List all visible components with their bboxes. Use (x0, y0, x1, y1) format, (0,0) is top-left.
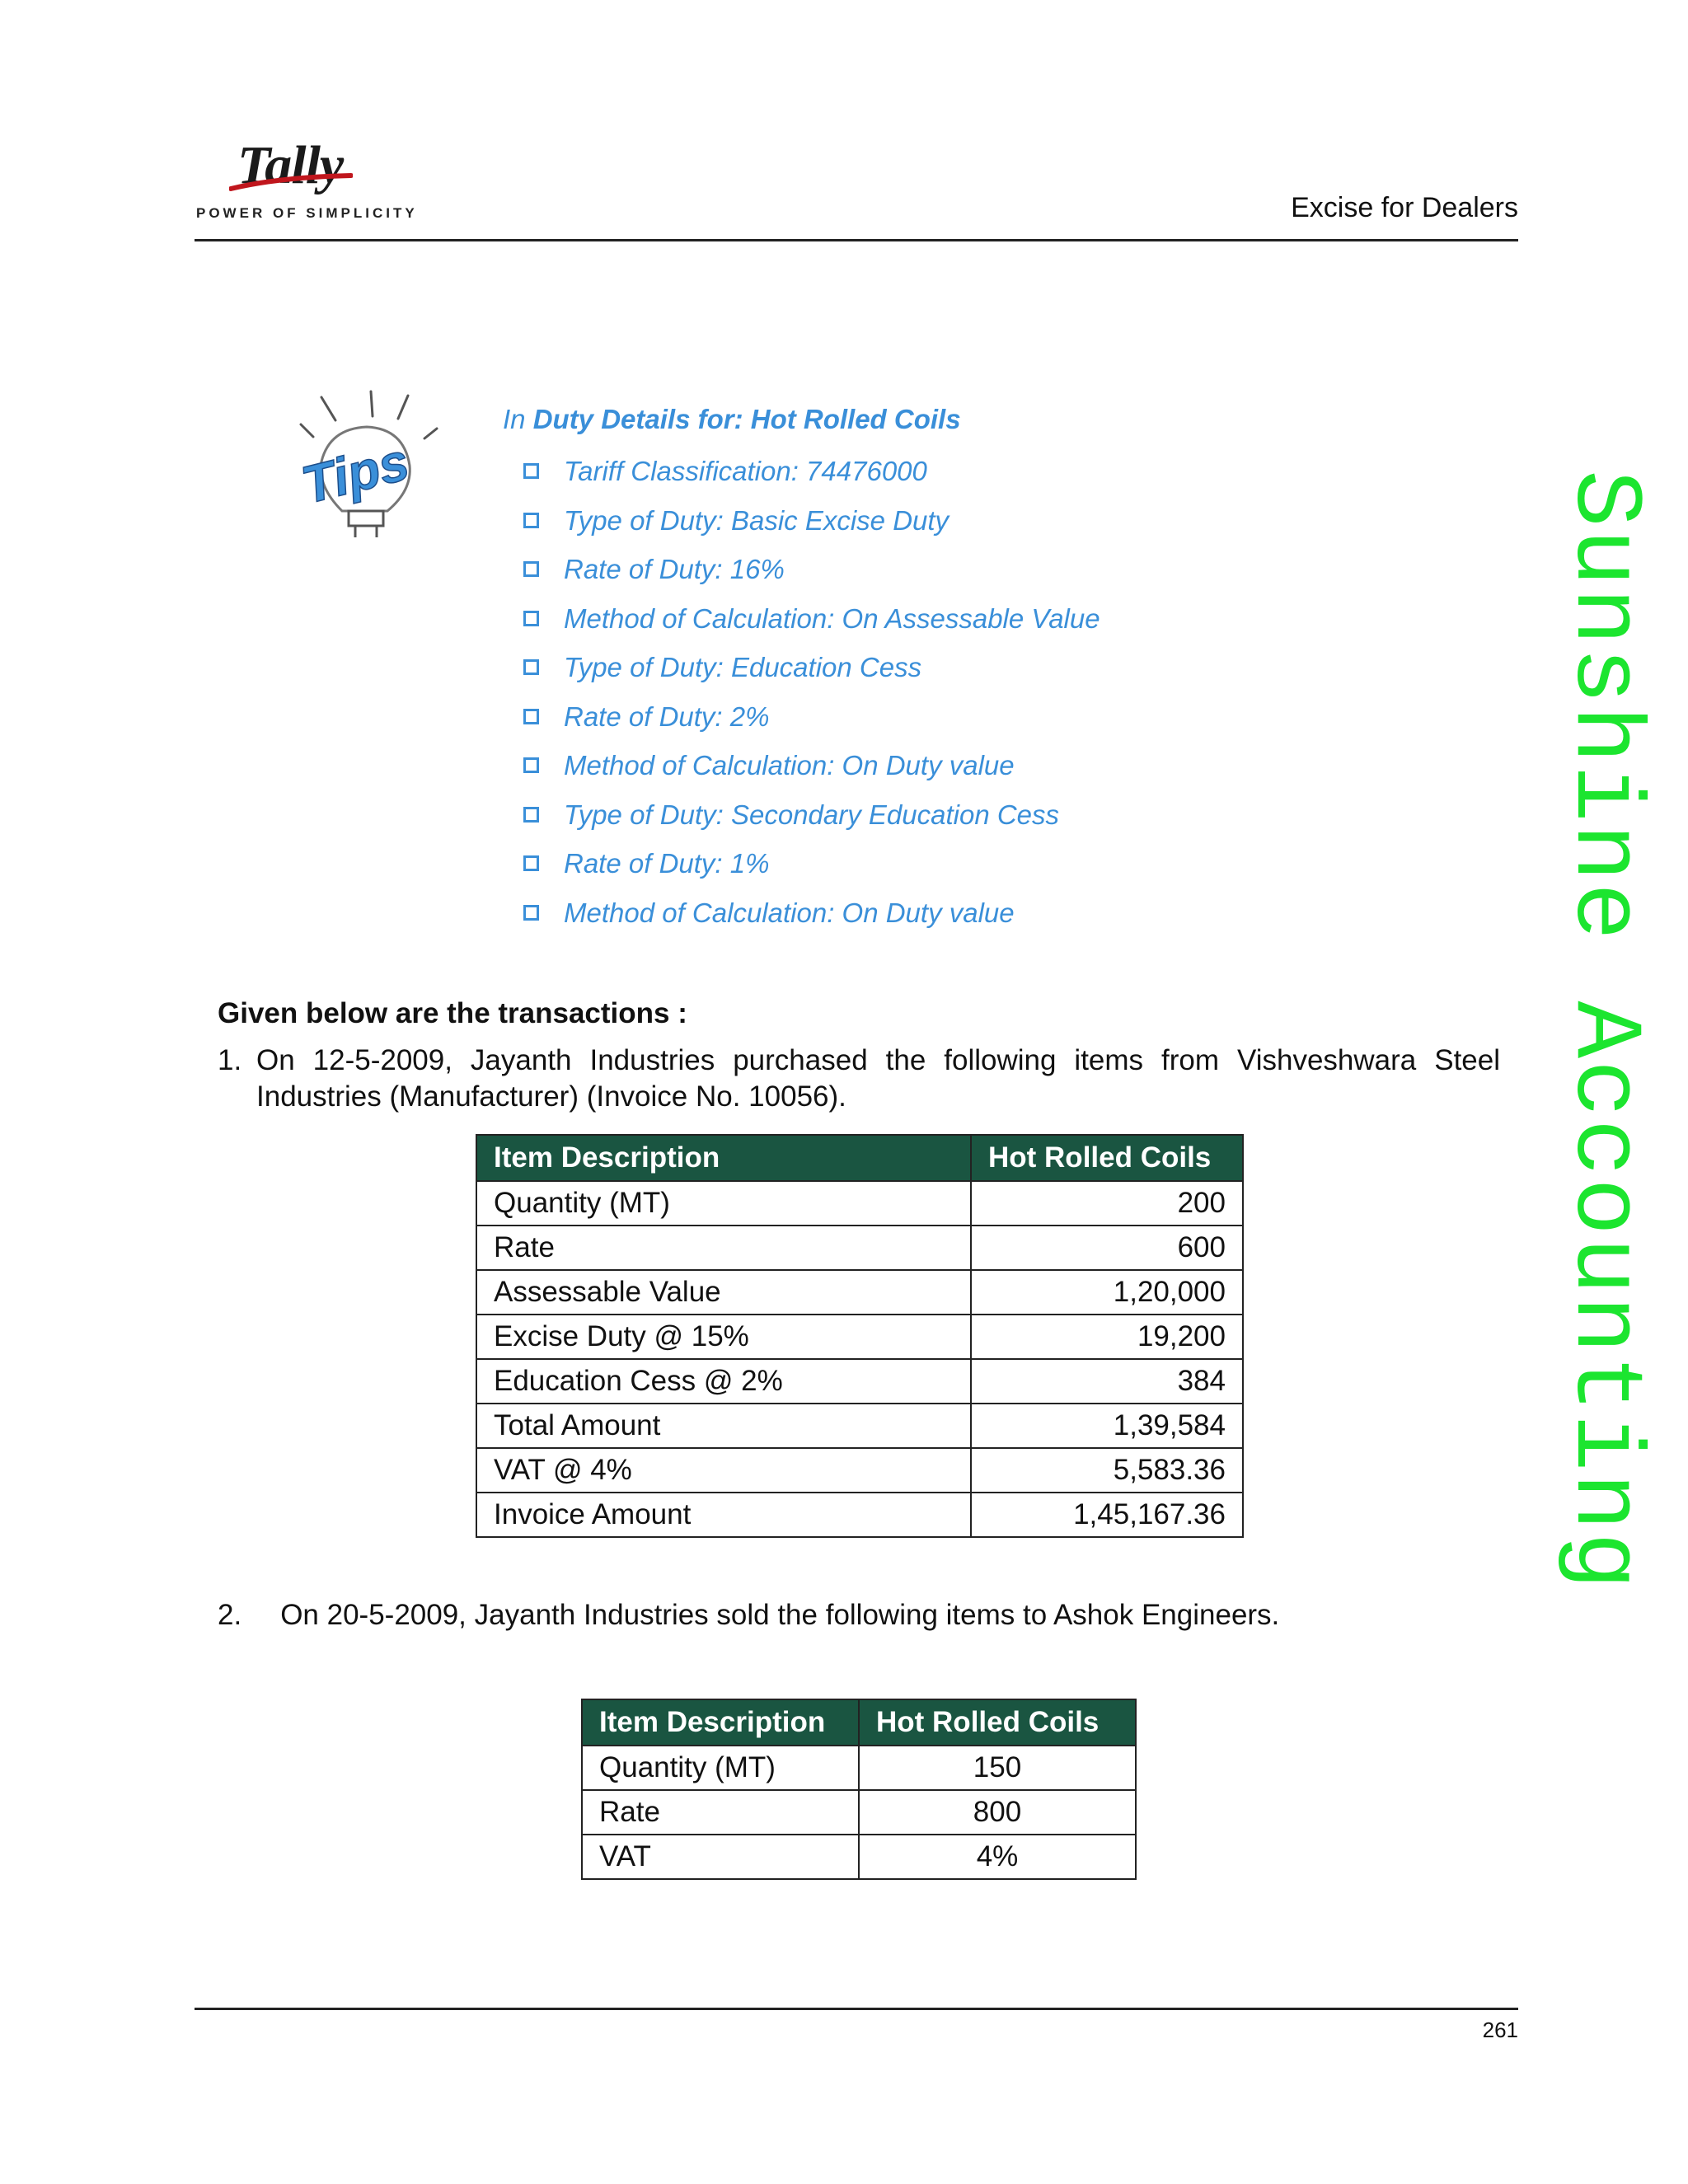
row-label: VAT (582, 1835, 859, 1879)
tips-list-item (523, 839, 1100, 888)
item-text: On 12-5-2009, Jayanth Industries purchased the following items from Vishveshwara Steel Industries (Manufacturer) (Invoice No. 10056). (256, 1044, 1500, 1113)
tips-item-text: Tariff Classification: 74476000 (564, 456, 927, 486)
square-bullet-icon (523, 611, 539, 626)
square-bullet-icon (523, 561, 539, 577)
tips-item-text: Type of Duty: Secondary Education Cess (564, 799, 1060, 830)
column-header: Item Description (476, 1135, 971, 1181)
row-label: Quantity (MT) (476, 1181, 971, 1226)
table-row (476, 1404, 1243, 1448)
tips-list-item (523, 692, 1100, 742)
table-row (476, 1181, 1243, 1226)
footer-rule (195, 2008, 1518, 2010)
square-bullet-icon (523, 905, 539, 921)
row-value: 200 (971, 1181, 1243, 1226)
table-row (476, 1493, 1243, 1537)
row-label: Total Amount (476, 1404, 971, 1448)
page-number: 261 (1482, 2018, 1518, 2042)
tips-list-item (523, 545, 1100, 594)
table-row (582, 1746, 1136, 1790)
tips-list (503, 447, 1100, 937)
row-value: 600 (971, 1226, 1243, 1270)
sales-table (581, 1699, 1137, 1880)
transaction-item-2 (218, 1599, 1279, 1632)
tips-item-text: Rate of Duty: 2% (564, 701, 770, 732)
tips-item-text: Method of Calculation: On Duty value (564, 897, 1015, 928)
table-row (582, 1790, 1136, 1835)
tips-icon-text: Tips (296, 431, 415, 515)
tips-list-item (523, 496, 1100, 546)
tips-heading-bold: Duty Details for: Hot Rolled Coils (532, 404, 961, 434)
table-row (476, 1270, 1243, 1315)
header-rule (195, 239, 1518, 241)
row-label: Assessable Value (476, 1270, 971, 1315)
tips-block (503, 404, 1100, 937)
table-header-row (582, 1699, 1136, 1746)
row-value: 384 (971, 1359, 1243, 1404)
tally-logo (196, 134, 418, 225)
row-label: Rate (476, 1226, 971, 1270)
tips-heading (503, 404, 1100, 435)
transactions-heading: Given below are the transactions : (218, 997, 687, 1029)
square-bullet-icon (523, 855, 539, 871)
logo-tagline: POWER OF SIMPLICITY (196, 205, 418, 221)
row-value: 4% (859, 1835, 1136, 1879)
watermark: Sunshine Accounting (1550, 470, 1658, 1591)
tips-list-item (523, 594, 1100, 644)
square-bullet-icon (523, 463, 539, 479)
row-label: Quantity (MT) (582, 1746, 859, 1790)
row-value: 800 (859, 1790, 1136, 1835)
row-label: Education Cess @ 2% (476, 1359, 971, 1404)
tips-item-text: Type of Duty: Basic Excise Duty (564, 504, 950, 536)
purchase-table (476, 1134, 1244, 1538)
tips-item-text: Rate of Duty: 1% (564, 848, 770, 879)
tips-list-item (523, 741, 1100, 790)
logo-wordmark: Tally (237, 135, 344, 195)
item-number: 1. (218, 1044, 242, 1076)
item-number: 2. (218, 1599, 242, 1631)
tips-list-item (523, 447, 1100, 496)
row-label: Invoice Amount (476, 1493, 971, 1537)
column-header: Hot Rolled Coils (971, 1135, 1243, 1181)
column-header: Item Description (582, 1699, 859, 1746)
table-row (476, 1315, 1243, 1359)
column-header: Hot Rolled Coils (859, 1699, 1136, 1746)
row-label: VAT @ 4% (476, 1448, 971, 1493)
tips-item-text: Rate of Duty: 16% (564, 554, 785, 584)
table-row (476, 1226, 1243, 1270)
tips-list-item (523, 643, 1100, 692)
row-value: 150 (859, 1746, 1136, 1790)
row-value: 1,39,584 (971, 1404, 1243, 1448)
square-bullet-icon (523, 807, 539, 823)
tips-list-item (523, 790, 1100, 840)
square-bullet-icon (523, 513, 539, 528)
tips-item-text: Method of Calculation: On Duty value (564, 750, 1015, 780)
row-label: Excise Duty @ 15% (476, 1315, 971, 1359)
tips-item-text: Type of Duty: Education Cess (564, 652, 922, 682)
tips-item-text: Method of Calculation: On Assessable Value (564, 602, 1100, 634)
item-text: On 20-5-2009, Jayanth Industries sold the following items to Ashok Engineers. (280, 1599, 1280, 1631)
table-row (476, 1448, 1243, 1493)
row-value: 1,45,167.36 (971, 1493, 1243, 1537)
square-bullet-icon (523, 659, 539, 675)
square-bullet-icon (523, 709, 539, 724)
table-header-row (476, 1135, 1243, 1181)
row-value: 1,20,000 (971, 1270, 1243, 1315)
tips-list-item (523, 888, 1100, 938)
table-row (582, 1835, 1136, 1879)
row-label: Rate (582, 1790, 859, 1835)
tips-lightbulb-icon (284, 387, 457, 552)
row-value: 19,200 (971, 1315, 1243, 1359)
page-header-title: Excise for Dealers (1291, 192, 1518, 223)
logo-swoosh-icon (229, 172, 353, 194)
table-row (476, 1359, 1243, 1404)
tips-heading-prefix: In (503, 404, 533, 434)
row-value: 5,583.36 (971, 1448, 1243, 1493)
square-bullet-icon (523, 757, 539, 773)
